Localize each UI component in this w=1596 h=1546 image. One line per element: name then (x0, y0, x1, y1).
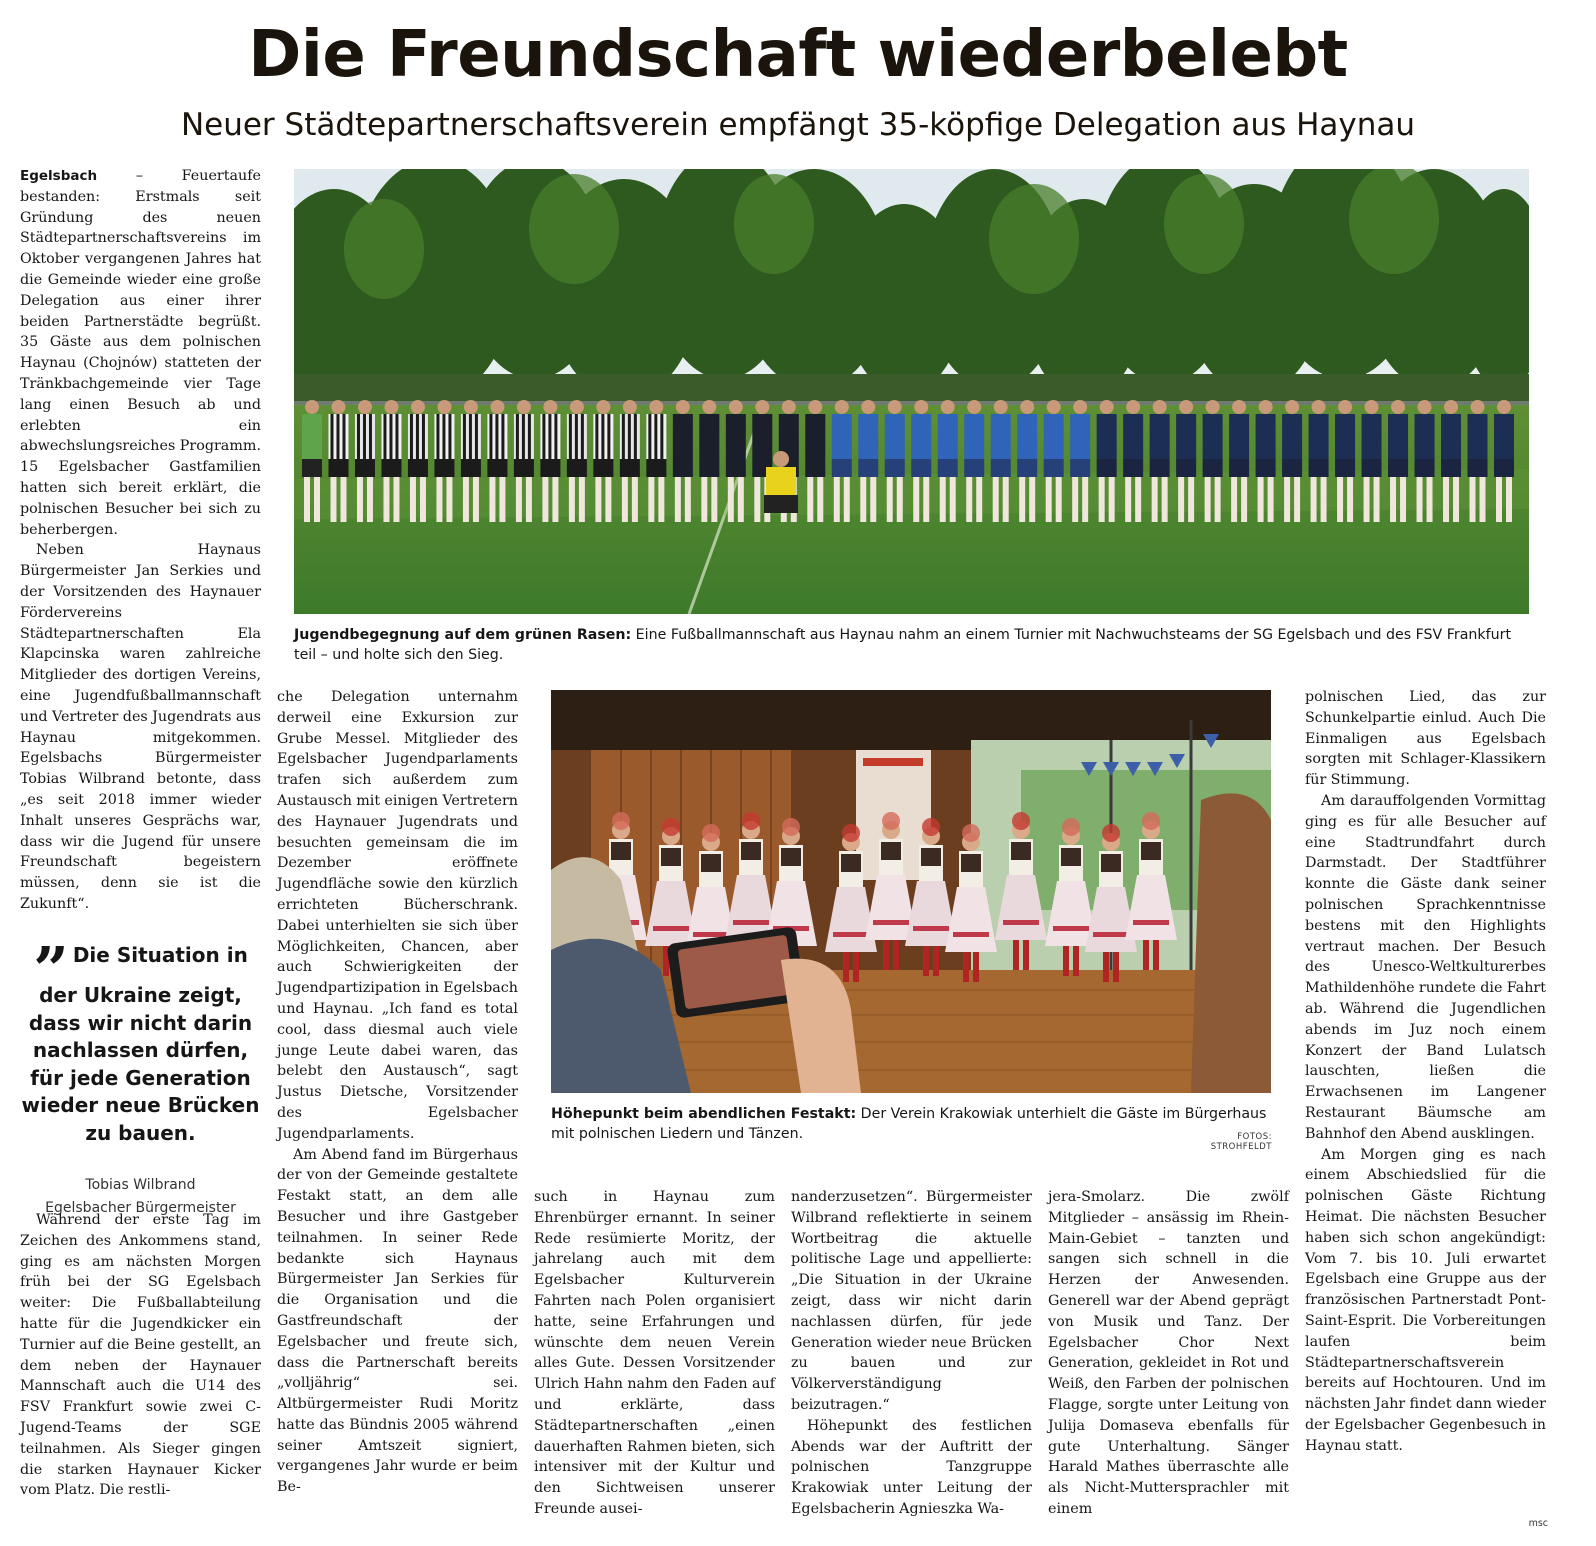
paragraph: Am darauffolgenden Vormittag ging es für alle Besucher auf eine Stadtrundfahrt durch Darmstadt. Der Stadtführer konnte die Gäste dank seiner polnischen Sprachkenntnisse bestens mit den Highlights vertraut machen. Der Besuch des Unesco-Weltkulturerbes Mathildenhöhe rundete die Fahrt ab. Während die Jugendlichen abends im Juz noch einem Konzert der Band Lulatsch lauschten, ließen die Erwachsenen im Langener Restaurant Bäumsche am Bahnhof den Abend ausklingen. (1305, 792, 1546, 1142)
paragraph: Während der erste Tag im Zeichen des Ankommens stand, ging es am nächsten Morgen früh bei der SG Egelsbach weiter: Die Fußballabteilung hatte für die Jugendkicker ein Turnier auf die Beine gestellt, an dem neben der Haynauer Mannschaft auch die U14 des FSV Frankfurt sowie zwei C-Jugend-Teams der SGE teilnahmen. Als Sieger gingen die starken Haynauer Kicker vom Platz. Die restli- (20, 1212, 261, 1499)
pull-quote-author: Tobias Wilbrand (85, 1177, 196, 1193)
column-1-bottom (20, 1210, 261, 1501)
author-signoff: msc (1528, 1518, 1548, 1529)
paragraph: polnischen Lied, das zur Schunkelpartie einlud. Auch Die Einmaligen aus Egelsbach sorgten mit Schlager-Klassikern für Stimmung. (1305, 689, 1546, 789)
subheadline: Neuer Städtepartnerschaftsverein empfängt 35-köpfige Delegation aus Haynau (180, 107, 1416, 143)
photo-credit: FOTOS: STROHFELDT (1210, 1132, 1272, 1152)
photo-folk-dance-caption: Höhepunkt beim abendlichen Festakt: Der Verein Krakowiak unterhielt die Gäste im Bürgerhaus mit polnischen Liedern und Tänzen. (551, 1106, 1267, 1142)
paragraph: Am Abend fand im Bürgerhaus der von der Gemeinde gestaltete Festakt statt, an dem alle Besucher und ihre Gastgeber teilnahmen. In seiner Rede bedankte sich Haynaus Bürgermeister Jan Serkies für die Organisation und die Gastfreundschaft der Egelsbacher und freute sich, dass die Partnerschaft bereits „volljährig“ sei. Altbürgermeister Rudi Moritz hatte das Bündnis 2005 während seiner Amtszeit signiert, vergangenes Jahr wurde er beim Be- (277, 1146, 518, 1496)
headline: Die Freundschaft wiederbelebt (248, 18, 1348, 92)
photo-football-teams-image (294, 169, 1529, 614)
pull-quote (18, 933, 263, 1218)
pull-quote-role: Egelsbacher Bürgermeister (45, 1200, 236, 1216)
column-6 (1305, 687, 1546, 1456)
column-4 (791, 1187, 1032, 1520)
paragraph: Egelsbach – Feuertaufe bestanden: Erstmals seit Gründung des neuen Städtepartnerschaftsvereins im Oktober vergangenen Jahres hat die Gemeinde wieder eine große Delegation aus einer ihrer beiden Partnerstädte begrüßt. 35 Gäste aus dem polnischen Haynau (Chojnów) statteten der Tränkbachgemeinde vier Tage lang einen Besuch ab und erlebten ein abwechslungsreiches Programm. 15 Egelsbacher Gastfamilien hatten sich bereit erklärt, die polnischen Besucher bei sich zu beherbergen. (20, 168, 261, 538)
paragraph: Am Morgen ging es nach einem Abschiedslied für die polnischen Gäste Richtung Heimat. Die nächsten Besucher haben sich schon angekündigt: Vom 7. bis 10. Juli erwartet Egelsbach eine Gruppe aus der französischen Partnerstadt Pont-Saint-Esprit. Die Vorbereitungen laufen beim Städtepartnerschaftsverein bereits auf Hochtouren. Und im nächsten Jahr findet dann wieder der Egelsbacher Gegenbesuch in Haynau statt. (1305, 1146, 1546, 1454)
paragraph: nanderzusetzen“. Bürgermeister Wilbrand reflektierte in seinem Wortbeitrag die aktuelle politische Lage und appellierte: „Die Situation in der Ukraine zeigt, dass wir nicht darin nachlassen dürfen, für jede Generation wieder neue Brücken zu bauen und zur Völkerverständigung beizutragen.“ (791, 1189, 1032, 1413)
photo-football-teams-caption: Jugendbegegnung auf dem grünen Rasen: Eine Fußballmannschaft aus Haynau nahm an einem Turnier mit Nachwuchsteams der SG Egelsbach und des FSV Frankfurt teil – und holte sich den Sieg. (294, 627, 1512, 663)
photo-folk-dance (551, 690, 1271, 1093)
column-1-top (20, 166, 261, 915)
dateline: Egelsbach (20, 168, 98, 184)
paragraph: jera-Smolarz. Die zwölf Mitglieder – ansässig im Rhein-Main-Gebiet – tanzten und sangen sich schnell in die Herzen der Anwesenden. Generell war der Abend geprägt von Musik und Tanz. Der Egelsbacher Chor Next Generation, gekleidet in Rot und Weiß, den Farben der polnischen Flagge, sorgte unter Leitung von Julija Domaseva ebenfalls für gute Unterhaltung. Sänger Harald Mathes überraschte alle als Nicht-Muttersprachler mit einem (1048, 1189, 1289, 1517)
column-3 (534, 1187, 775, 1520)
paragraph: Neben Haynaus Bürgermeister Jan Serkies und der Vorsitzenden des Haynauer Fördervereins Städtepartnerschaften Ela Klapcinska waren zahlreiche Mitglieder des dortigen Vereins, eine Jugendfußballmannschaft und Vertreter des Jugendrats aus Haynau mitgekommen. Egelsbachs Bürgermeister Tobias Wilbrand betonte, dass „es seit 2018 immer wieder Inhalt unseres Gesprächs war, dass wir die Jugend für unsere Freundschaft begeistern müssen, denn sie ist die Zukunft“. (20, 542, 261, 912)
paragraph: such in Haynau zum Ehrenbürger ernannt. In seiner Rede resümierte Moritz, der jahrelang auch mit dem Egelsbacher Kulturverein Fahrten nach Polen organisiert hatte, seine Erfahrungen und wünschte dem neuen Verein alles Gute. Dessen Vorsitzender Ulrich Hahn nahm den Faden auf und erklärte, dass Städtepartnerschaften „einen dauerhaften Rahmen bieten, sich intensiver mit der Kultur und den Sichtweisen unserer Freunde ausei- (534, 1189, 775, 1517)
pull-quote-text: ” Die Situation in der Ukraine zeigt, dass wir nicht darin nachlassen dürfen, für jede Generation wieder neue Brücken zu bauen. (21, 933, 260, 1145)
paragraph: Höhepunkt des festlichen Abends war der Auftritt der polnischen Tanzgruppe Krakowiak unter Leitung der Egelsbacherin Agnieszka Wa- (791, 1417, 1032, 1517)
paragraph: che Delegation unternahm derweil eine Exkursion zur Grube Messel. Mitglieder des Egelsbacher Jugendparlaments trafen sich außerdem zum Austausch mit einigen Vertretern des Haynauer Jugendrats und besuchten gemeinsam die im Dezember eröffnete Jugendfläche sowie den kürzlich errichteten Bücherschrank. Dabei unterhielten sie sich über Möglichkeiten, Chancen, aber auch Schwierigkeiten der Jugendpartizipation in Egelsbach und Haynau. „Ich fand es total cool, dass diesmal auch viele junge Leute dabei waren, das belebt den Austausch“, sagt Justus Dietsche, Vorsitzender des Egelsbacher Jugendparlaments. (277, 689, 518, 1142)
quote-mark-icon: ” (33, 933, 69, 1006)
photo-football-teams (294, 169, 1529, 614)
column-2 (277, 687, 518, 1498)
column-5 (1048, 1187, 1289, 1520)
photo-folk-dance-image (551, 690, 1271, 1093)
